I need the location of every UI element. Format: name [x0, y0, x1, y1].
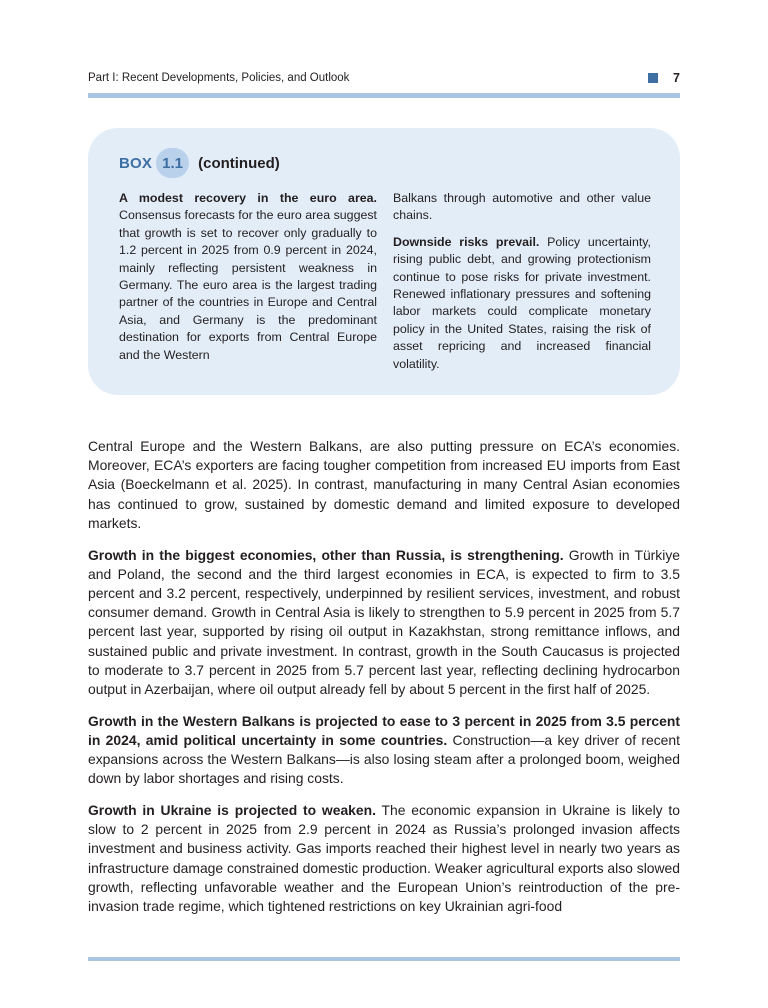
box-paragraph-downside-risks [393, 234, 651, 373]
box-right-column [393, 190, 651, 382]
body-paragraph-4 [88, 801, 680, 916]
body-paragraph-3 [88, 712, 680, 789]
body-text-4: The economic expansion in Ukraine is likely to slow to 2 percent in 2025 from 2.9 percent in 2024 as Russia’s prolonged invasion affects investment and business activity. Gas imports reached their highest level in nearly two years as infrastructure damage constrained domestic production. Weaker agricultural exports also slowed growth, reflecting unfavorable weather and the European Union’s reintroduction of the pre-invasion trade regime, which tightened restrictions on key Ukrainian agri-food [88, 801, 680, 914]
box-lead-downside-risks: Downside risks prevail. [393, 234, 540, 249]
box-heading [119, 148, 280, 178]
box-lead-euro-area: A modest recovery in the euro area. [119, 191, 377, 205]
body-lead-2: Growth in the biggest economies, other than Russia, is strengthening. [88, 546, 564, 563]
main-body-text [88, 437, 680, 929]
footer-rule [88, 957, 680, 961]
page-number: 7 [673, 71, 680, 85]
body-paragraph-1: Central Europe and the Western Balkans, are also putting pressure on ECA’s economies. Moreover, ECA’s exporters are facing tougher competition from increased EU imports from East Asia (Boeckelmann et al. 2025). In contrast, manufacturing in many Central Asian economies has continued to grow, sustained by domestic demand and limited exposure to developed markets. [88, 438, 680, 531]
body-text-3: Construction—a key driver of recent expansions across the Western Balkans—is also losing steam after a prolonged boom, weighed down by labor shortages and rising costs. [88, 731, 680, 787]
box-left-column [119, 190, 377, 373]
body-paragraph-2 [88, 546, 680, 700]
box-label: BOX [119, 154, 153, 172]
box-paragraph-euro-area [119, 190, 377, 364]
body-lead-3: Growth in the Western Balkans is projected to ease to 3 percent in 2025 from 3.5 percent in 2024, amid political uncertainty in some countries. [88, 712, 680, 748]
box-paragraph-continuation: Balkans through automotive and other value chains. [393, 191, 651, 223]
box-continued-label: (continued) [198, 154, 280, 172]
header-rule [88, 93, 680, 98]
box-number-badge: 1.1 [156, 148, 189, 178]
box-text-euro-area: Consensus forecasts for the euro area suggest that growth is set to recover only gradually to 1.2 percent in 2025 from 0.9 percent in 2024, mainly reflecting persistent weakness in Germany. The euro area is the largest trading partner of the countries in Europe and Central Asia, and Germany is the predominant destination for exports from Central Europe and the Western [119, 208, 377, 362]
header-square-marker [648, 73, 658, 83]
body-lead-4: Growth in Ukraine is projected to weaken. [88, 801, 376, 818]
box-text-downside-risks: Policy uncertainty, rising public debt, and growing protectionism continue to pose risks for private investment. Renewed inflationary pressures and softening labor markets could complicate monetary policy in the United States, raising the risk of asset repricing and increased financial volatility. [393, 234, 651, 371]
page-header [88, 70, 680, 88]
running-head-title: Part I: Recent Developments, Policies, and Outlook [88, 72, 350, 84]
box-1-1-panel [88, 128, 680, 395]
body-text-2: Growth in Türkiye and Poland, the second and the third largest economies in ECA, is expected to firm to 3.5 percent and 3.2 percent, respectively, underpinned by resilient services, investment, and robust consumer demand. Growth in Central Asia is likely to strengthen to 5.9 percent in 2025 from 5.7 percent last year, supported by rising oil output in Kazakhstan, strong remittance inflows, and sustained public and private investment. In contrast, growth in the South Caucasus is projected to moderate to 3.7 percent in 2025 from 5.7 percent last year, reflecting declining hydrocarbon output in Azerbaijan, where oil output already fell by about 5 percent in the first half of 2025. [88, 546, 680, 697]
